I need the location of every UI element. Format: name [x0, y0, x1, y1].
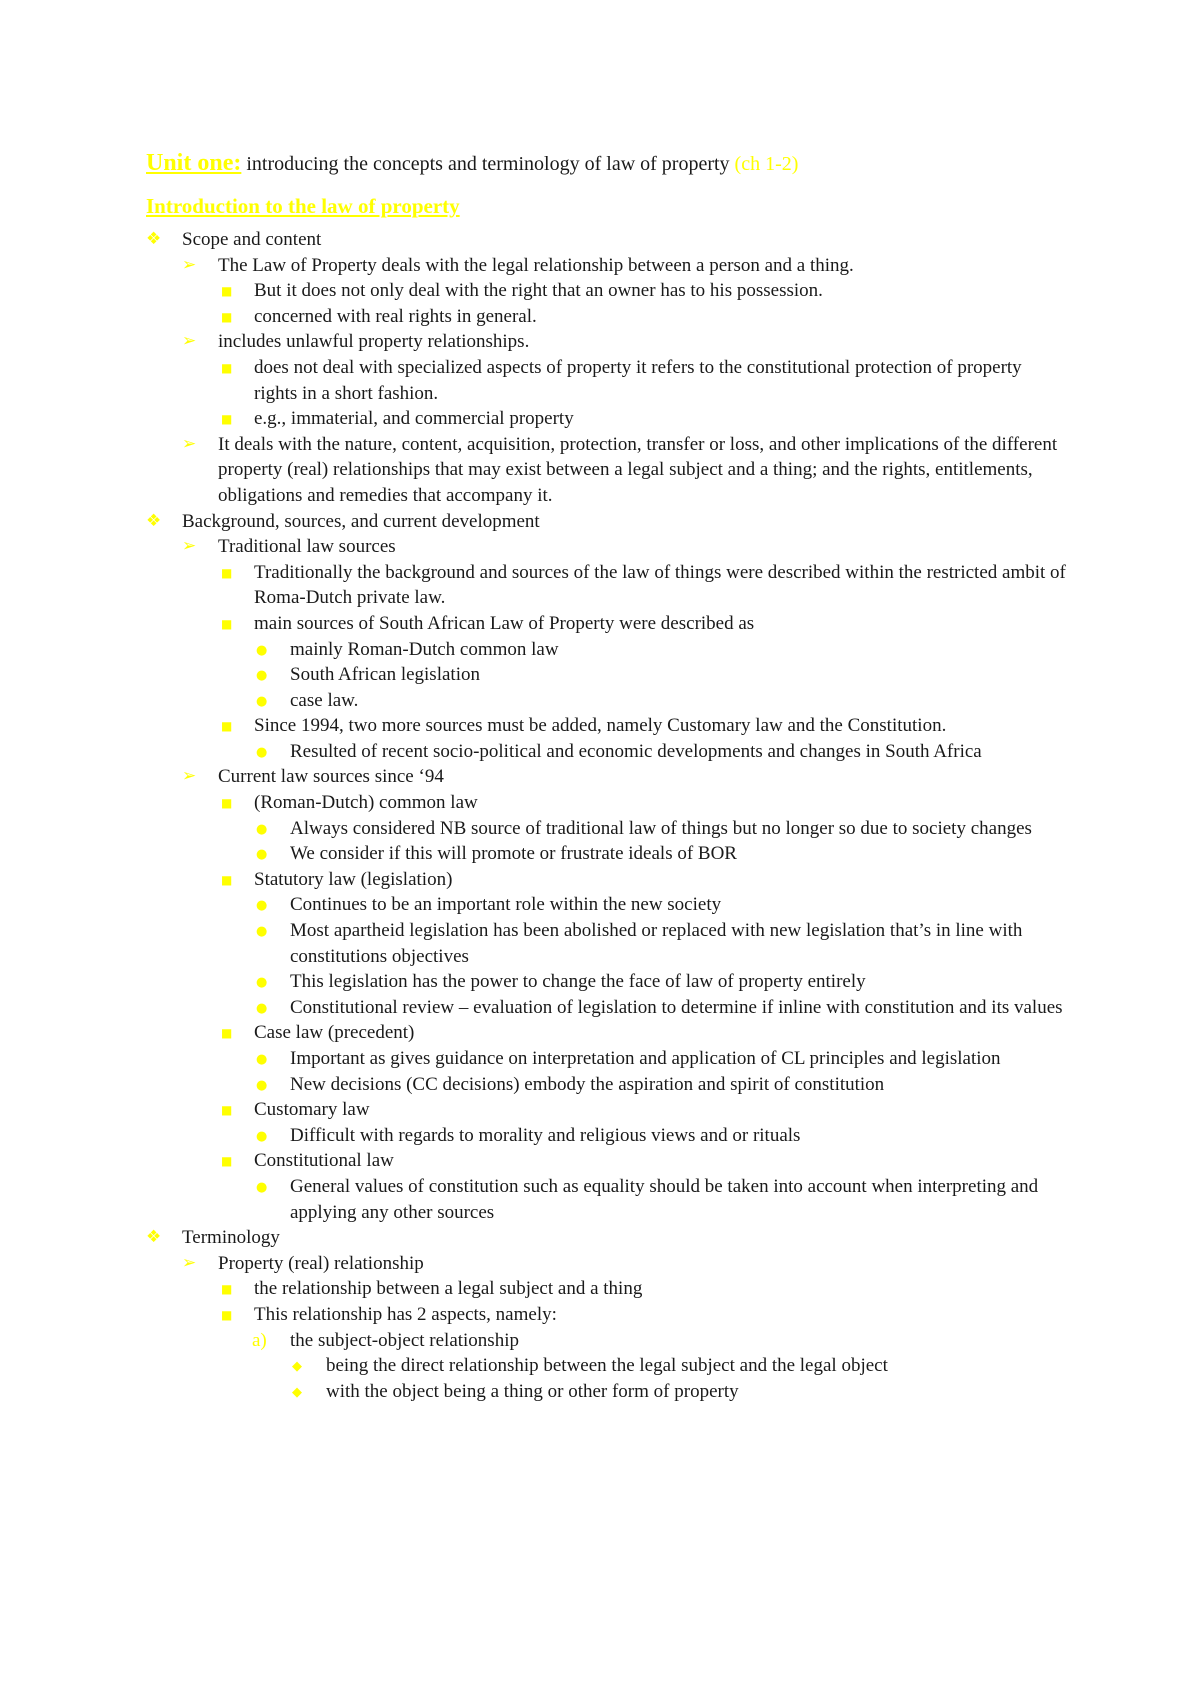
list-letter-marker: a)	[252, 1329, 267, 1351]
outline-item-text: includes unlawful property relationships.	[218, 331, 530, 353]
outline-item-text: But it does not only deal with the right that an owner has to his possession.	[254, 280, 823, 302]
square-bullet-icon: ■	[221, 616, 233, 631]
square-bullet-icon: ■	[221, 1307, 233, 1322]
outline-item-text: Statutory law (legislation)	[254, 868, 453, 890]
outline-item-text: Case law (precedent)	[254, 1022, 415, 1044]
outline-item-text: Always considered NB source of traditional law of things but no longer so due to society changes	[290, 817, 1032, 839]
round-bullet-icon: ●	[256, 693, 268, 709]
round-bullet-icon: ●	[256, 1000, 268, 1016]
arrowhead-bullet-icon: ➢	[182, 766, 197, 787]
outline-item	[146, 739, 1066, 765]
outline-item-text: New decisions (CC decisions) embody the aspiration and spirit of constitution	[290, 1073, 885, 1095]
outline-item	[146, 764, 1066, 790]
square-bullet-icon: ■	[221, 719, 233, 734]
outline-item	[146, 253, 1066, 279]
round-bullet-icon: ●	[256, 642, 268, 658]
outline-item	[146, 637, 1066, 663]
round-bullet-icon: ●	[256, 1052, 268, 1067]
outline-item-text: This relationship has 2 aspects, namely:	[254, 1303, 557, 1325]
unit-title	[146, 148, 1066, 179]
round-bullet-icon: ●	[256, 898, 268, 914]
outline-item-text: case law.	[290, 689, 359, 711]
outline-item-text: It deals with the nature, content, acquisition, protection, transfer or loss, and other implications of the different property (real) relationships that may exist between a legal subject and a thing; and the rights, entitlements, obligations and remedies that accompany it.	[218, 433, 1058, 506]
outline-item	[146, 1072, 1066, 1098]
square-bullet-icon: ■	[221, 1103, 233, 1118]
outline-item	[146, 995, 1066, 1021]
square-bullet-icon: ■	[221, 360, 233, 375]
round-bullet-icon: ●	[256, 924, 268, 940]
outline-item	[146, 1251, 1066, 1277]
outline-item-text: mainly Roman-Dutch common law	[290, 638, 559, 660]
outline-item-text: Terminology	[182, 1227, 280, 1249]
outline-item	[146, 1225, 1066, 1251]
outline-item-text: main sources of South African Law of Property were described as	[254, 612, 755, 634]
outline-item	[146, 1328, 1066, 1354]
square-bullet-icon: ■	[221, 412, 233, 427]
outline-item	[146, 406, 1066, 432]
outline-item-text: does not deal with specialized aspects of property it refers to the constitutional protection of property rights in a short fashion.	[254, 356, 1022, 404]
outline-item-text: Traditionally the background and sources of the law of things were described within the restricted ambit of Roma-Dutch private law.	[254, 561, 1066, 609]
outline-item	[146, 688, 1066, 714]
outline-item	[146, 1379, 1066, 1405]
outline-item-text: Most apartheid legislation has been abolished or replaced with new legislation that’s in line with constitutions objectives	[290, 920, 1023, 967]
outline-item-text: South African legislation	[290, 664, 480, 686]
diamond-cluster-bullet-icon: ❖	[146, 1227, 162, 1248]
outline-item-text: Traditional law sources	[218, 536, 396, 558]
outline-item	[146, 1276, 1066, 1302]
outline-item-text: The Law of Property deals with the legal relationship between a person and a thing.	[218, 254, 854, 276]
round-bullet-icon: ●	[256, 744, 268, 760]
outline-item	[146, 918, 1066, 969]
outline-item	[146, 1174, 1066, 1225]
diamond-cluster-bullet-icon: ❖	[146, 510, 162, 531]
outline-item	[146, 278, 1066, 304]
outline-item-text: Current law sources since ‘94	[218, 766, 444, 788]
outline-item-text: Continues to be an important role within the new society	[290, 894, 722, 916]
arrowhead-bullet-icon: ➢	[182, 331, 197, 352]
outline-item-text: Difficult with regards to morality and religious views and or rituals	[290, 1124, 801, 1146]
outline-item-text: Constitutional review – evaluation of legislation to determine if inline with constitution and its values	[290, 996, 1063, 1018]
outline-item	[146, 790, 1066, 816]
outline-item	[146, 867, 1066, 893]
outline-item-text: being the direct relationship between the legal subject and the legal object	[326, 1355, 888, 1377]
outline-item-text: (Roman-Dutch) common law	[254, 792, 478, 814]
outline-item-text: We consider if this will promote or frustrate ideals of BOR	[290, 843, 737, 865]
round-bullet-icon: ●	[256, 975, 268, 991]
outline-item	[146, 892, 1066, 918]
diamond-bullet-icon: ◆	[292, 1384, 302, 1400]
outline-item	[146, 841, 1066, 867]
unit-title-text: introducing the concepts and terminology of law of property	[241, 153, 735, 175]
square-bullet-icon: ■	[221, 565, 233, 580]
outline-item	[146, 304, 1066, 330]
outline-item	[146, 534, 1066, 560]
round-bullet-icon: ●	[256, 1128, 268, 1144]
square-bullet-icon: ■	[221, 1154, 233, 1169]
diamond-cluster-bullet-icon: ❖	[146, 229, 162, 249]
outline-item	[146, 329, 1066, 355]
outline-item	[146, 1302, 1066, 1328]
section-heading: Introduction to the law of property	[146, 194, 460, 218]
document-content	[146, 148, 1066, 1404]
outline-item	[146, 969, 1066, 995]
outline-list	[146, 227, 1066, 1404]
unit-chapter-ref: (ch 1-2)	[734, 153, 799, 175]
square-bullet-icon: ■	[221, 1282, 233, 1297]
round-bullet-icon: ●	[256, 1077, 268, 1093]
outline-item	[146, 1020, 1066, 1046]
outline-item-text: Since 1994, two more sources must be added, namely Customary law and the Constitution.	[254, 715, 947, 737]
outline-item-text: concerned with real rights in general.	[254, 305, 537, 327]
square-bullet-icon: ■	[221, 796, 233, 811]
square-bullet-icon: ■	[221, 309, 233, 324]
outline-item-text: Resulted of recent socio-political and economic developments and changes in South Africa	[290, 740, 982, 762]
outline-item-text: Scope and content	[182, 229, 322, 250]
arrowhead-bullet-icon: ➢	[182, 254, 197, 275]
arrowhead-bullet-icon: ➢	[182, 536, 197, 557]
outline-item-text: General values of constitution such as equality should be taken into account when interpreting and applying any other sources	[290, 1175, 1039, 1223]
round-bullet-icon: ●	[256, 821, 268, 837]
unit-label: Unit one:	[146, 150, 242, 176]
outline-item-text: Background, sources, and current development	[182, 510, 540, 532]
arrowhead-bullet-icon: ➢	[182, 433, 197, 454]
round-bullet-icon: ●	[256, 1179, 268, 1195]
outline-item-text: the subject-object relationship	[290, 1329, 519, 1351]
outline-item-text: Constitutional law	[254, 1150, 394, 1172]
round-bullet-icon: ●	[256, 668, 268, 684]
outline-item	[146, 432, 1066, 509]
outline-item-text: e.g., immaterial, and commercial property	[254, 408, 574, 430]
outline-item	[146, 1123, 1066, 1149]
square-bullet-icon: ■	[221, 284, 233, 299]
outline-item	[146, 509, 1066, 535]
square-bullet-icon: ■	[221, 1026, 233, 1041]
outline-item	[146, 560, 1066, 611]
outline-item-text: with the object being a thing or other form of property	[326, 1380, 739, 1402]
outline-item	[146, 1097, 1066, 1123]
outline-item-text: Property (real) relationship	[218, 1252, 424, 1274]
outline-item	[146, 1148, 1066, 1174]
arrowhead-bullet-icon: ➢	[182, 1252, 197, 1273]
outline-item	[146, 713, 1066, 739]
diamond-bullet-icon: ◆	[292, 1359, 302, 1375]
outline-item-text: Customary law	[254, 1099, 370, 1121]
outline-item	[146, 662, 1066, 688]
outline-item	[146, 1353, 1066, 1379]
square-bullet-icon: ■	[221, 872, 233, 887]
outline-item-text: This legislation has the power to change the face of law of property entirely	[290, 971, 866, 993]
round-bullet-icon: ●	[256, 847, 268, 863]
outline-item-text: the relationship between a legal subject and a thing	[254, 1278, 643, 1300]
outline-item	[146, 1046, 1066, 1072]
outline-item	[146, 611, 1066, 637]
outline-item-text: Important as gives guidance on interpretation and application of CL principles and legislation	[290, 1048, 1001, 1069]
outline-item	[146, 816, 1066, 842]
outline-item	[146, 227, 1066, 253]
outline-item	[146, 355, 1066, 406]
